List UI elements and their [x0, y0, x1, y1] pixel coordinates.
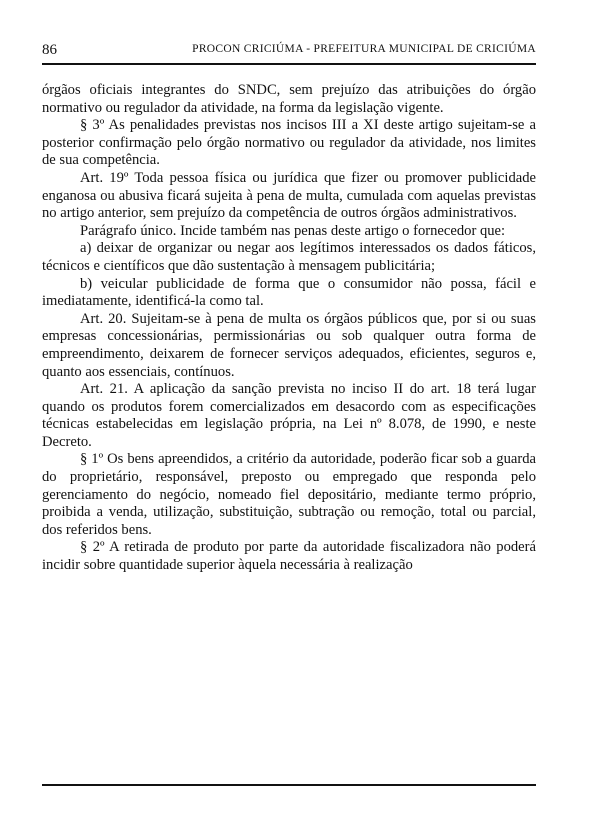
paragraph-continuation: órgãos oficiais integrantes do SNDC, sem prejuízo das atribuições do órgão normativo ou regulador da atividade, na forma da legislação vigente.: [42, 82, 536, 116]
footer-rule: [42, 784, 536, 786]
paragraph-item-b: b) veicular publicidade de forma que o consumidor não possa, fácil e imediatamente, identificá-la como tal.: [42, 275, 536, 310]
paragraph-art19: Art. 19º Toda pessoa física ou jurídica que fizer ou promover publicidade enganosa ou abusiva ficará sujeita à pena de multa, cumulada com aquelas previstas no artigo anterior, sem prejuízo da competência de outros órgãos administrativos.: [42, 169, 536, 222]
paragraph-item-a: a) deixar de organizar ou negar aos legítimos interessados os dados fáticos, técnicos e científicos que dão sustentação à mensagem publicitária;: [42, 240, 536, 274]
page-number: 86: [42, 42, 57, 58]
paragraph-unico: Parágrafo único. Incide também nas penas deste artigo o fornecedor que:: [80, 222, 506, 239]
running-head: PROCON CRICIÚMA - PREFEITURA MUNICIPAL DE CRICIÚMA: [192, 43, 536, 55]
paragraph-par1: § 1º Os bens apreendidos, a critério da autoridade, poderão ficar sob a guarda do proprietário, responsável, preposto ou empregado que responda pelo gerenciamento do negócio, nomeado fiel depositário, mediante termo próprio, proibida a venda, utilização, substituição, subtração ou remoção, total ou parcial, dos referidos bens.: [42, 451, 536, 538]
paragraph-par2: § 2º A retirada de produto por parte da autoridade fiscalizadora não poderá incidir sobre quantidade superior àquela necessária à realização: [42, 539, 536, 574]
page-header: [42, 40, 536, 62]
paragraph-art20: Art. 20. Sujeitam-se à pena de multa os órgãos públicos que, por si ou suas empresas concessionárias, permissionárias ou sob qualquer outra forma de empreendimento, deixarem de fornecer serviços adequados, eficientes, seguros e, quanto aos essenciais, contínuos.: [42, 310, 536, 380]
paragraph-art21: Art. 21. A aplicação da sanção prevista no inciso II do art. 18 terá lugar quando os produtos forem comercializados em desacordo com as especificações técnicas estabelecidas em legislação própria, na Lei nº 8.078, de 1990, e neste Decreto.: [42, 381, 536, 450]
document-body: [42, 82, 536, 575]
paragraph-par3: § 3º As penalidades previstas nos incisos III a XI deste artigo sujeitam-se a posterior confirmação pelo órgão normativo ou regulador da atividade, nos limites de sua competência.: [42, 117, 536, 169]
header-rule: [42, 63, 536, 65]
